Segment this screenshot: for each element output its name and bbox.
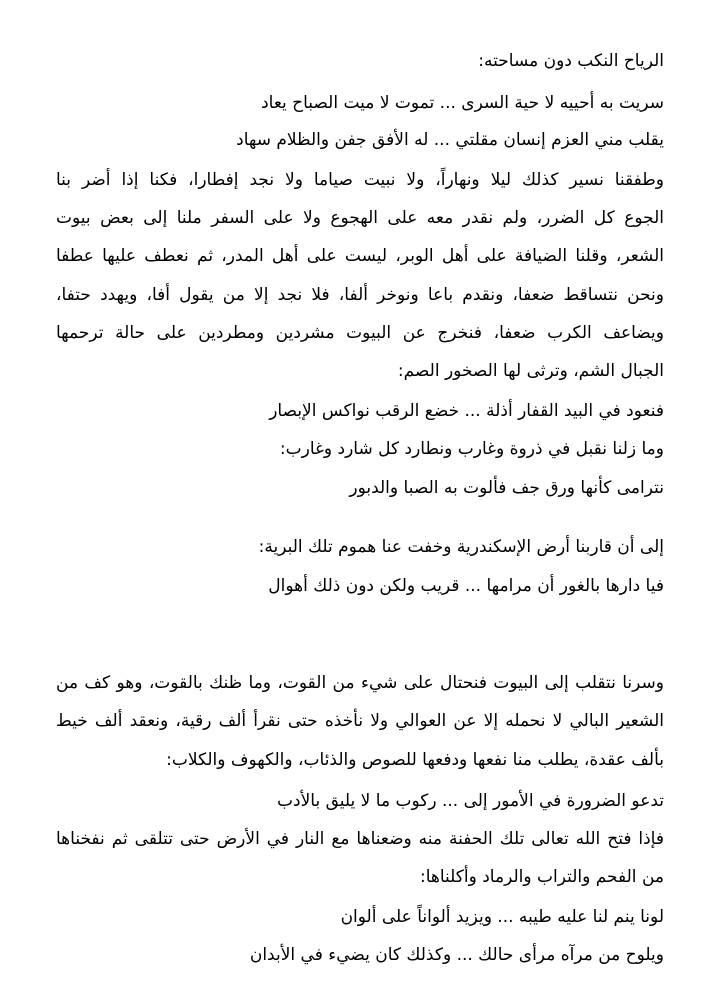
text-line: وما زلنا نقبل في ذروة وغارب ونطارد كل شارد وغارب: (279, 439, 664, 459)
paragraph-line: ونحن نتساقط ضعفا، ونقدم باعا ونوخر ألفا، فلا نجد إلا من يقول أفا، ويهدد حتفا، (56, 285, 664, 305)
paragraph-line: الشعر، وقلنا الضيافة على أهل الوبر، ليست على أهل المدر، ثم نعطف عليها عطفا (56, 246, 664, 266)
paragraph-line: ويضاعف الكرب ضعفا، فنخرج عن البيوت مشردين ومطردين على حالة ترحمها (56, 323, 664, 343)
paragraph-line: وطفقنا نسير كذلك ليلا ونهاراً، ولا نبيت صياما ولا نجد إفطارا، فكنا إذا أضر بنا (56, 170, 664, 190)
paragraph-line: وسرنا نتقلب إلى البيوت فنحتال على شيء من القوت، وما ظنك بالقوت، وهو كف من (56, 673, 664, 693)
paragraph-line: الجبال الشم، وترثى لها الصخور الصم: (397, 361, 664, 381)
paragraph-line: بألف عقدة، يطلب منا نفعها ودفعها للصوص والذئاب، والكهوف والكلاب: (166, 750, 664, 770)
verse-line: لونا ينم لنا عليه طيبه ... ويزيد ألواناً على ألوان (340, 907, 664, 927)
paragraph-line: من الفحم والتراب والرماد وأكلناها: (420, 867, 664, 887)
text-line: الرياح النكب دون مساحته: (478, 51, 664, 71)
text-line: إلى أن قاربنا أرض الإسكندرية وخفت عنا هموم تلك البرية: (258, 537, 664, 557)
verse-line: نترامى كأنها ورق جف فألوت به الصبا والدبور (349, 478, 664, 498)
paragraph-line: فإذا فتح الله تعالى تلك الحفنة منه وضعناها مع النار في الأرض حتى تتلقى ثم نفخناها (56, 829, 664, 849)
verse-line: ويلوح من مرآه مرأى حالك ... وكذلك كان يضيء في الأبدان (249, 945, 664, 965)
verse-line: يقلب مني العزم إنسان مقلتي ... له الأفق جفن والظلام سهاد (236, 130, 664, 150)
verse-line: تدعو الضرورة في الأمور إلى ... ركوب ما لا يليق بالأدب (277, 791, 664, 811)
verse-line: سريت به أحييه لا حية السرى ... تموت لا ميت الصباح يعاد (261, 93, 664, 113)
paragraph-line: الشعير البالي لا نحمله إلا عن العوالي ولا نأخذه حتى نقرأ ألف رقية، ونعقد ألف خيط (56, 711, 664, 731)
verse-line: فيا دارها بالغور أن مرامها ... قريب ولكن دون ذلك أهوال (268, 576, 664, 596)
paragraph-line: الجوع كل الضرر، ولم نقدر معه على الهجوع ولا على السفر ملنا إلى بعض بيوت (56, 208, 664, 228)
verse-line: فنعود في البيد القفار أذلة ... خضع الرقب نواكس الإبصار (269, 401, 664, 421)
